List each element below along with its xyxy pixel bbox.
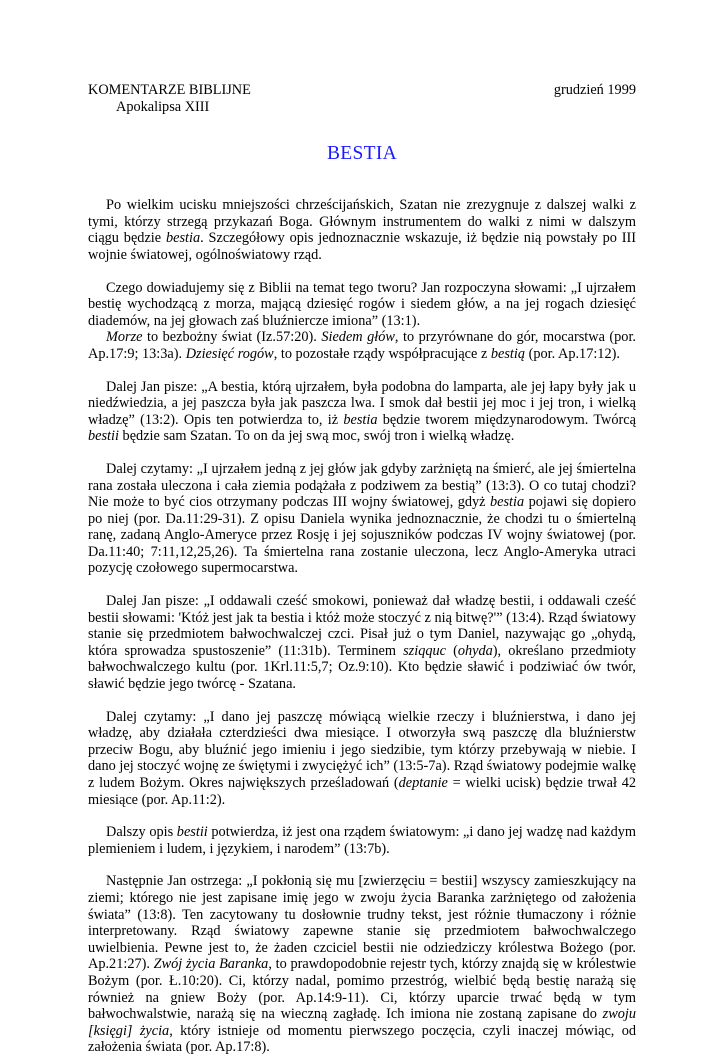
paragraph-8: Dalszy opis bestii potwierdza, iż jest ona rządem światowym: „i dano jej wadzę nad każdym plemieniem i ludem, i językiem, i narodem” (13:7b). [88, 824, 636, 857]
date: grudzień 1999 [553, 82, 636, 98]
paragraph-9: Następnie Jan ostrzega: „I pokłonią się mu [zwierzęciu = bestii] wszyscy zamieszkujący na ziemi; którego nie jest zapisane imię jego w zwoju życia Baranka zarżniętego od założenia świata” (13:8). Ten zacytowany tu dosłownie trudny tekst, jest różnie tłumaczony i różnie interpretowany. Rząd światowy zapewne stanie się przedmiotem bałwochwalczego uwielbienia. Pewne jest to, że żaden czciciel bestii nie odziedziczy królestwa Bożego (por. Ap.21:27). Zwój życia Baranka, to prawdopodobnie rejestr tych, którzy znajdą się w królestwie Bożym (por. Ł.10:20). Ci, którzy nadal, pomimo przestróg, wielbić będą bestię narażą się również na gniew Boży (por. Ap.14:9-11). Ci, którzy uparcie trwać będą w tym bałwochwalstwie, narażą się na wieczną zagładę. Ich imiona nie zostaną zapisane do zwoju [księgi] życia, który istnieje od momentu pierwszego poczęcia, czyli inaczej mówiąc, od założenia świata (por. Ap.17:8). [88, 873, 637, 1056]
paragraph-1: Po wielkim ucisku mniejszości chrześcijańskich, Szatan nie zrezygnuje z dalszej walki z tymi, którzy strzegą przykazań Boga. Głównym instrumentem do walki z nimi w dalszym ciągu będzie bestia. Szczegółowy opis jednoznacznie wskazuje, iż będzie nią powstały po III wojnie światowej, ogólnoświatowy rząd. [88, 197, 636, 263]
paragraph-5: Dalej czytamy: „I ujrzałem jedną z jej głów jak gdyby zarżniętą na śmierć, ale jej śmiertelna rana została uleczona i cała ziemia podążała z podziwem za bestią” (13:3). O co tutaj chodzi? Nie może to być cios otrzymany podczas III wojny światowej, gdyż bestia pojawi się dopiero po niej (por. Da.11:29-31). Z opisu Daniela wynika jednoznacznie, że chodzi tu o śmiertelną ranę, zadaną Anglo-Ameryce przez Rosję i jej sojuszników podczas IV wojny światowej (por. Da.11:40; 7:11,12,25,26). Ta śmiertelna rana zostanie uleczona, lecz Anglo-Ameryka utraci pozycję czołowego supermocarstwa. [88, 460, 636, 577]
section-title: Apokalipsa XIII [116, 98, 210, 115]
paragraph-2: Czego dowiadujemy się z Biblii na temat tego tworu? Jan rozpoczyna słowami: „I ujrzałem bestię wychodzącą z morza, mającą dziesięć rogów i siedem głów, a na jej rogach dziesięć diademów, na jej głowach zaś bluźniercze imiona” (13:1). [88, 279, 636, 329]
series-title: KOMENTARZE BIBLIJNE [88, 82, 251, 98]
header [88, 82, 636, 99]
paragraph-6: Dalej Jan pisze: „I oddawali cześć smokowi, ponieważ dał władzę bestii, i oddawali cześć bestii słowami: 'Któż jest jak ta bestia i któż może stoczyć z nią bitwę?'” (13:4). Rząd światowy stanie się przedmiotem bałwochwalczej czci. Pisał już o tym Daniel, nazywając go „ohydą, która sprowadza spustoszenie” (11:31b). Terminem sziqquc (ohyda), określano przedmioty bałwochwalczego kultu (por. 1Krl.11:5,7; Oz.9:10). Kto będzie sławić i podziwiać ów twór, sławić będzie jego twórcę - Szatana. [88, 593, 636, 693]
paragraph-3: Morze to bezbożny świat (Iz.57:20). Siedem głów, to przyrównane do gór, mocarstwa (por. Ap.17:9; 13:3a). Dziesięć rogów, to pozostałe rządy współpracujące z bestią (por. Ap.17:12). [88, 329, 636, 362]
page-title: BESTIA [326, 143, 398, 165]
paragraph-7: Dalej czytamy: „I dano jej paszczę mówiącą wielkie rzeczy i bluźnierstwa, i dano jej władzę, aby działała czterdzieści dwa miesiące. I otworzyła swą paszczę dla bluźnierstw przeciw Bogu, aby bluźnić jego imieniu i jego siedzibie, tym którzy przebywają w niebie. I dano jej stoczyć wojnę ze świętymi i zwyciężyć ich” (13:5-7a). Rząd światowy podejmie walkę z ludem Bożym. Okres największych prześladowań (deptanie = wielki ucisk) będzie trwał 42 miesiące (por. Ap.11:2). [88, 708, 636, 808]
paragraph-4: Dalej Jan pisze: „A bestia, którą ujrzałem, była podobna do lamparta, ale jej łapy były jak u niedźwiedzia, a jej paszcza była jak paszcza lwa. I smok dał bestii jej moc i jej tron, i wielką władzę” (13:2). Opis ten potwierdza to, iż bestia będzie tworem międzynarodowym. Twórcą bestii będzie sam Szatan. To on da jej swą moc, swój tron i wielką władzę. [88, 378, 636, 445]
